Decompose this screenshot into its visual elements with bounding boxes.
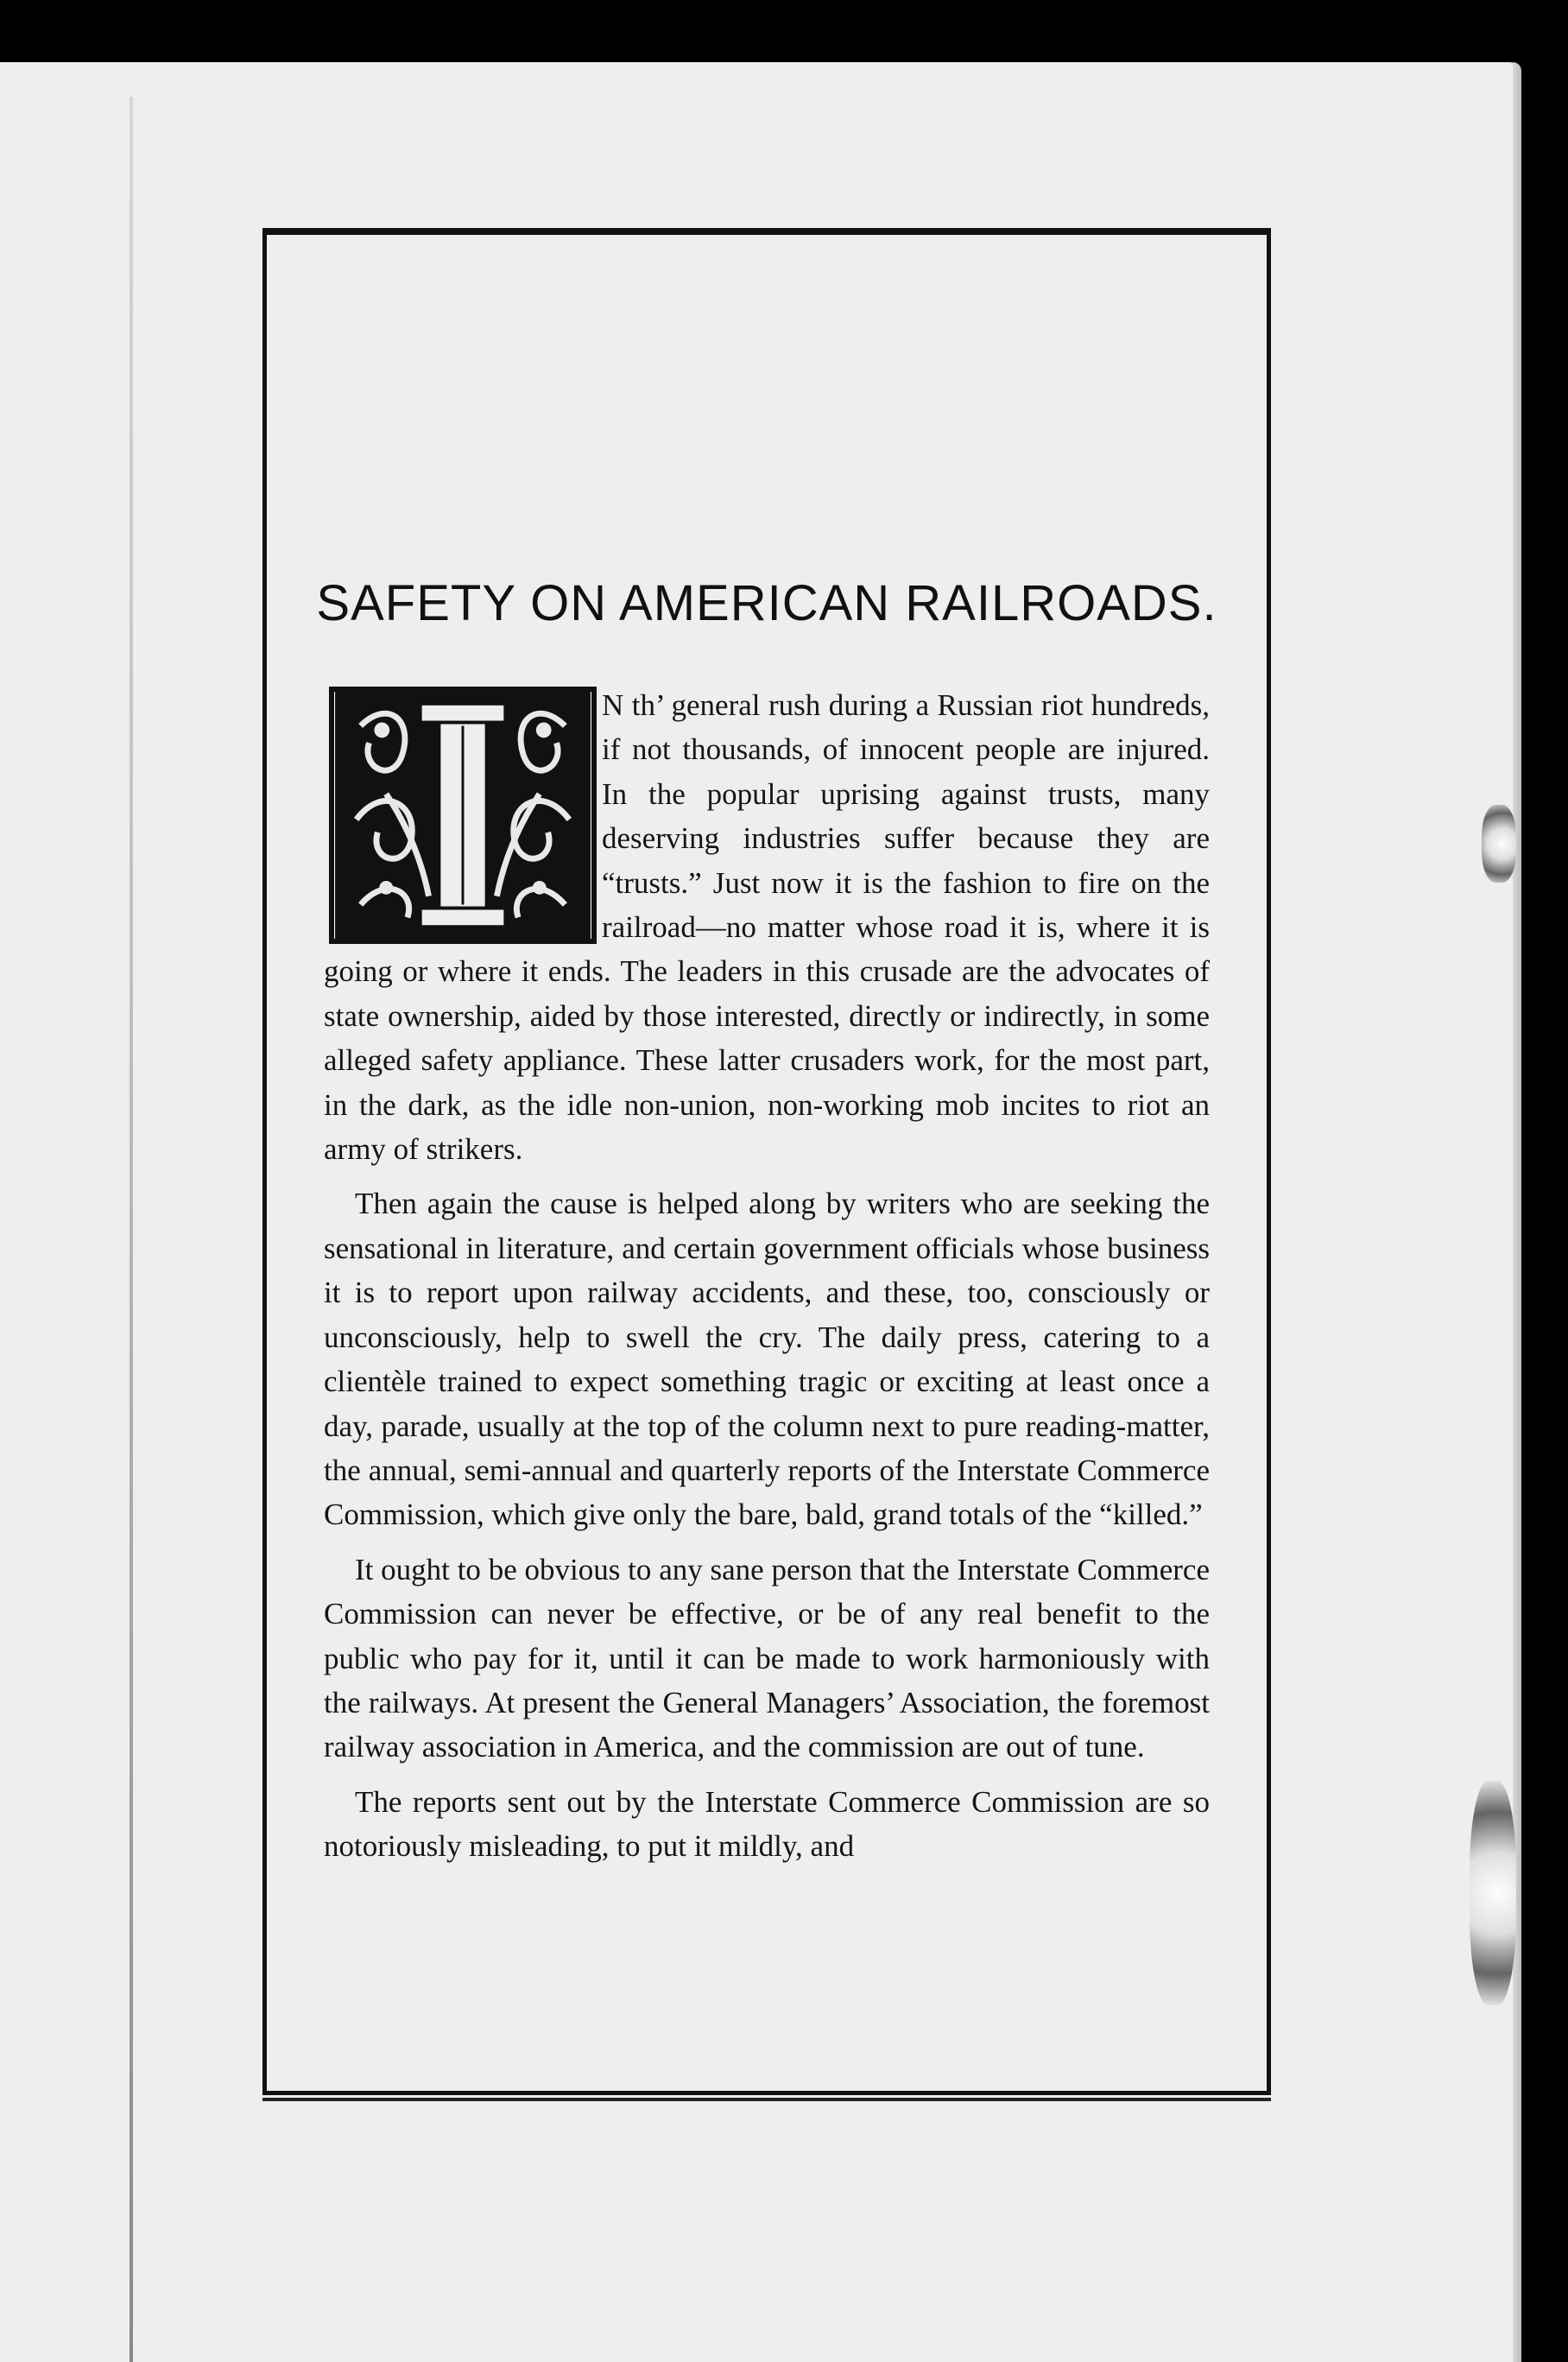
article-body — [324, 683, 1210, 1869]
bottom-rule — [262, 2098, 1271, 2101]
paragraph: Then again the cause is helped along by writers who are seeking the sensational in literature, and certain government officials whose business it is to report upon railway accidents, and these, too, consciously or unconsciously, help to swell the cry. The daily press, catering to a clientèle trained to expect something tragic or exciting at least once a day, parade, usually at the top of the column next to pure reading-matter, the annual, semi-annual and quarterly reports of the Interstate Commerce Commission, which give only the bare, bald, grand totals of the “killed.” — [324, 1187, 1210, 1532]
page-border — [262, 228, 1271, 2095]
scanned-page — [0, 62, 1521, 2362]
paragraph — [324, 683, 1210, 1171]
scan-blemish — [1470, 1781, 1516, 2005]
top-rule — [267, 228, 1267, 235]
paragraph: It ought to be obvious to any sane person that the Interstate Commerce Commission can never be effective, or be of any real benefit to the public who pay for it, until it can be made to work harmoniously with the railways. At present the General Managers’ Association, the foremost railway association in America, and the commission are out of tune. — [324, 1552, 1210, 1764]
paragraph-text: N th’ general rush during a Russian riot hundreds, if not thousands, of innocent people are injured. In the popular uprising against trusts, many deserving industries suffer because they are “trusts.” Just now it is the fashion to fire on the railroad—no matter whose road it is, where it is going or where it ends. The leaders in this crusade are the advocates of state ownership, aided by those interested, directly or indirectly, in some alleged safety appliance. These latter crusaders work, for the most part, in the dark, as the idle non-union, non-working mob incites to riot an army of strikers. — [324, 688, 1210, 1167]
paragraph: The reports sent out by the Interstate Commerce Commission are so notoriously misleading, to put it mildly, and — [324, 1784, 1210, 1864]
page-title: SAFETY ON AMERICAN RAILROADS. — [316, 575, 1217, 631]
page-edge — [1513, 62, 1521, 2362]
drop-cap-spacer — [324, 683, 602, 947]
binding-gutter — [130, 97, 133, 2362]
scan-blemish — [1482, 805, 1516, 883]
